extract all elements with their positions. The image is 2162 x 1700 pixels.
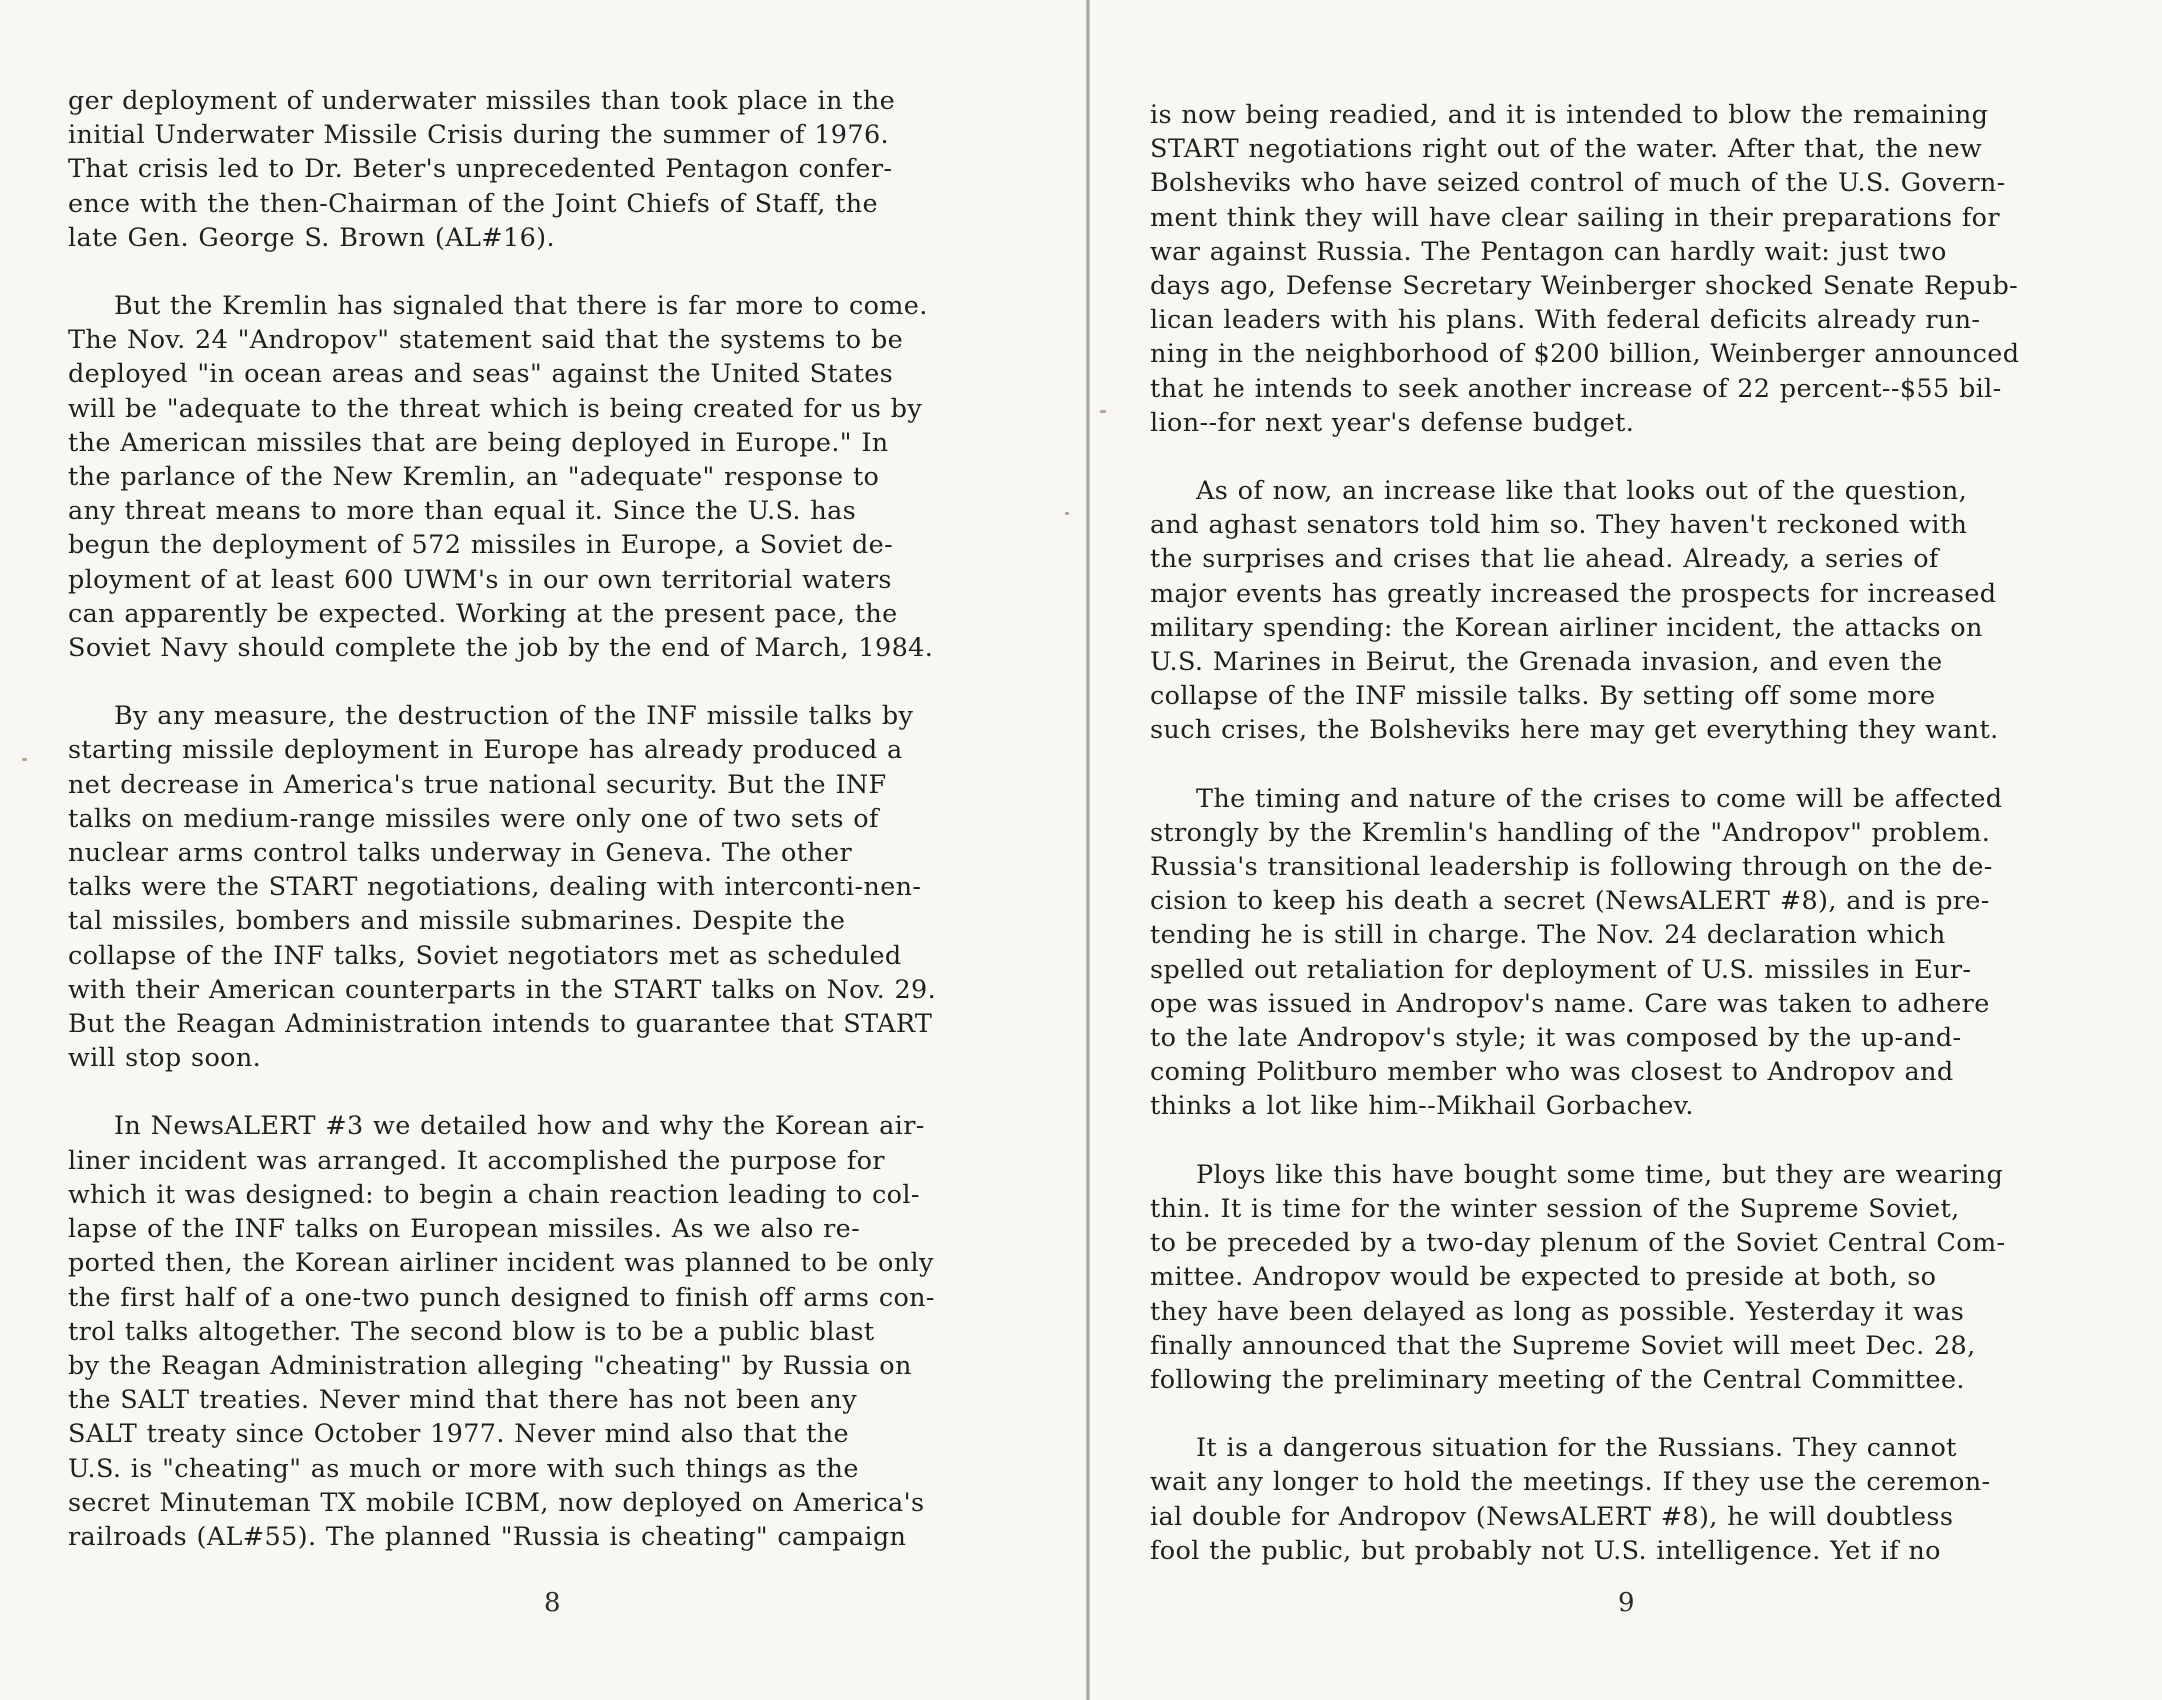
paragraph: In NewsALERT #3 we detailed how and why the Korean air- liner incident was arranged. It accomplished the purpose for which it was designed: to begin a chain reaction leading to col- lapse of the INF talks on European missiles. As we also re- ported then, the Korean airliner incident was planned to be only the first half of a one-two punch designed to finish off arms con- trol talks altogether. The second blow is to be a public blast by the Reagan Administration alleging "cheating" by Russia on the SALT treaties. Never mind that there has not been any SALT treaty since October 1977. Never mind also that the U.S. is "cheating" as much or more with such things as the secret Minuteman TX mobile ICBM, now deployed on America's railroads (AL#55). The planned "Russia is cheating" campaign <box>68 1111 935 1552</box>
page-number: 9 <box>1618 1588 1635 1618</box>
scan-speck <box>1065 512 1069 515</box>
paragraph: ger deployment of underwater missiles than took place in the initial Underwater Missile Crisis during the summer of 1976. That crisis led to Dr. Beter's unprecedented Pentagon confer- ence with the then-Chairman of the Joint Chiefs of Staff, the late Gen. George S. Brown (AL#16). <box>68 86 896 253</box>
paragraph: Ploys like this have bought some time, but they are wearing thin. It is time for the winter session of the Supreme Soviet, to be preceded by a two-day plenum of the Soviet Central Com- mittee. Andropov would be expected to preside at both, so they have been delayed as long as possible. Yesterday it was finally announced that the Supreme Soviet will meet Dec. 28, following the preliminary meeting of the Central Committee. <box>1150 1159 2006 1395</box>
scan-speck <box>22 758 27 761</box>
paragraph: As of now, an increase like that looks out of the question, and aghast senators told him so. They haven't reckoned with the surprises and crises that lie ahead. Already, a series of major events has greatly increased the prospects for increased military spending: the Korean airliner incident, the attacks on U.S. Marines in Beirut, the Grenada invasion, and even the collapse of the INF missile talks. By setting off some more such crises, the Bolsheviks here may get everything they want. <box>1150 476 1999 746</box>
paragraph: By any measure, the destruction of the INF missile talks by starting missile deployment in Europe has already produced a net decrease in America's true national security. But the INF talks on medium-range missiles were only one of two sets of nuclear arms control talks underway in Geneva. The other talks were the START negotiations, dealing with interconti-nen- tal missiles, bombers and missile submarines. Despite the collapse of the INF talks, Soviet negotiators met as scheduled with their American counterparts in the START talks on Nov. 29. But the Reagan Administration intends to guarantee that START will stop soon. <box>68 701 937 1074</box>
paragraph: It is a dangerous situation for the Russians. They cannot wait any longer to hold the meetings. If they use the ceremon- ial double for Andropov (NewsALERT #8), he will doubtless fool the public, but probably not U.S. intelligence. Yet if no <box>1150 1433 1991 1566</box>
right-page-text <box>1150 98 2116 1568</box>
scan-speck <box>1100 410 1106 413</box>
paragraph: is now being readied, and it is intended to blow the remaining START negotiations right out of the water. After that, the new Bolsheviks who have seized control of much of the U.S. Govern- ment think they will have clear sailing in their preparations for war against Russia. The Pentagon can hardly wait: just two days ago, Defense Secretary Weinberger shocked Senate Repub- lican leaders with his plans. With federal deficits already run- ning in the neighborhood of $200 billion, Weinberger announced that he intends to seek another increase of 22 percent--$55 bil- lion--for next year's defense budget. <box>1150 100 2020 438</box>
paragraph: The timing and nature of the crises to come will be affected strongly by the Kremlin's handling of the "Andropov" problem. Russia's transitional leadership is following through on the de- cision to keep his death a secret (NewsALERT #8), and is pre- tending he is still in charge. The Nov. 24 declaration which spelled out retaliation for deployment of U.S. missiles in Eur- ope was issued in Andropov's name. Care was taken to adhere to the late Andropov's style; it was composed by the up-and- coming Politburo member who was closest to Andropov and thinks a lot like him--Mikhail Gorbachev. <box>1150 783 2003 1122</box>
page-number: 8 <box>544 1588 561 1618</box>
left-page-text <box>68 84 1054 1554</box>
paragraph: But the Kremlin has signaled that there is far more to come. The Nov. 24 "Andropov" statement said that the systems to be deployed "in ocean areas and seas" against the United States will be "adequate to the threat which is being created for us by the American missiles that are being deployed in Europe." In the parlance of the New Kremlin, an "adequate" response to any threat means to more than equal it. Since the U.S. has begun the deployment of 572 missiles in Europe, a Soviet de- ployment of at least 600 UWM's in our own territorial waters can apparently be expected. Working at the present pace, the Soviet Navy should complete the job by the end of March, 1984. <box>68 291 934 664</box>
